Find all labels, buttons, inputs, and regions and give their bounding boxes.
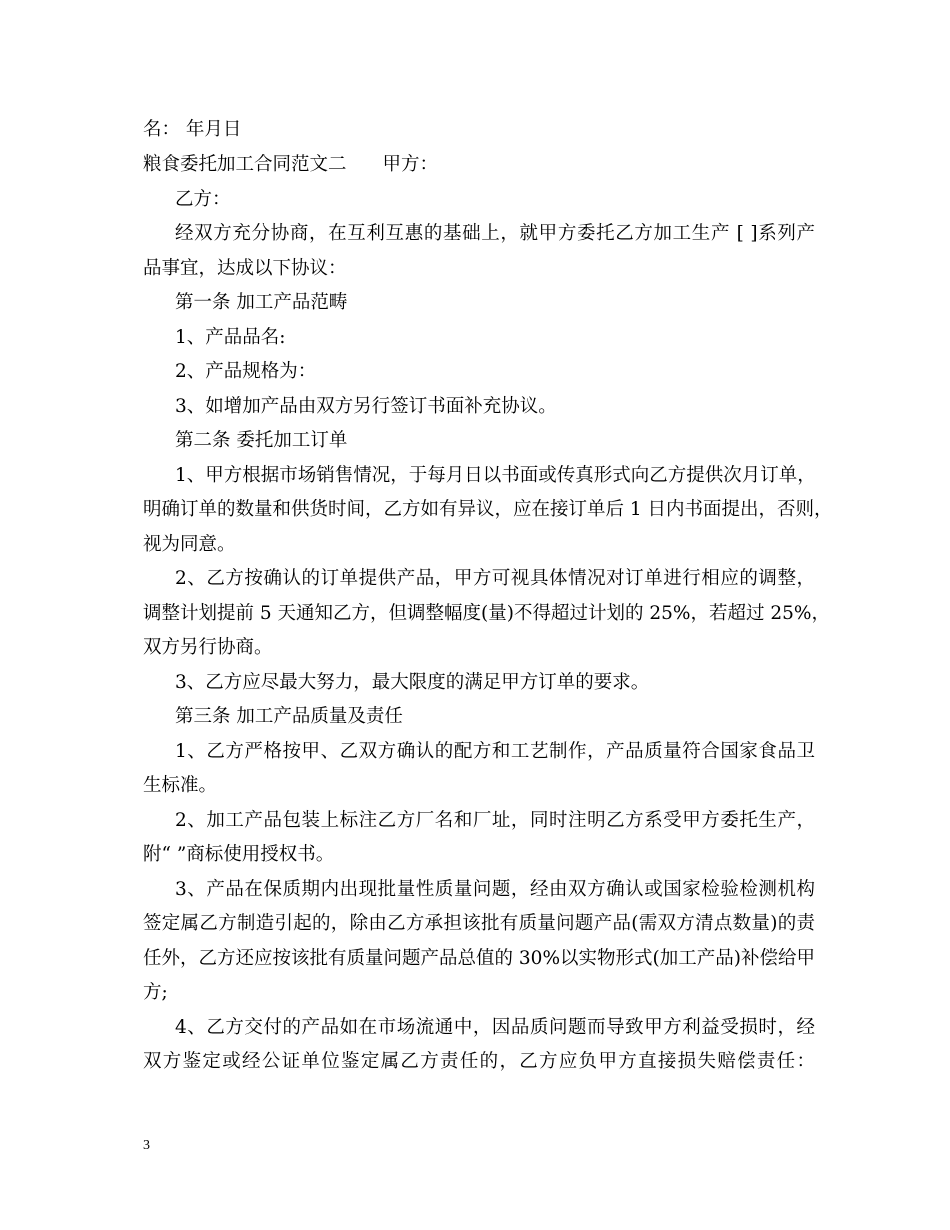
article-1-item-1: 1、产品品名:: [175, 327, 286, 348]
article-2-heading: 第二条 委托加工订单: [175, 430, 348, 451]
header-line: 名： 年月日: [143, 119, 242, 140]
article-2-item-2-line-3: 双方另行协商。: [143, 637, 273, 658]
article-1-item-2: 2、产品规格为：: [175, 361, 317, 382]
party-a-label: 甲方：: [382, 154, 439, 175]
article-3-item-2-line-1: 2、加工产品包装上标注乙方厂名和厂址，同时注明乙方系受甲方委托生产，: [175, 810, 815, 831]
article-3-item-1-line-1: 1、乙方严格按甲、乙双方确认的配方和工艺制作，产品质量符合国家食品卫: [175, 741, 815, 762]
title-line: [143, 152, 815, 178]
page-number: 3: [143, 1138, 150, 1153]
intro-line-2: 品事宜，达成以下协议：: [143, 258, 347, 279]
party-b-label: 乙方：: [175, 189, 231, 210]
article-2-item-1-line-2: 明确订单的数量和供货时间，乙方如有异议，应在接订单后 1 日内书面提出，否则，: [143, 499, 833, 520]
article-3-item-1-line-2: 生标准。: [143, 775, 218, 796]
article-3-item-4-line-2: 双方鉴定或经公证单位鉴定属乙方责任的，乙方应负甲方直接损失赔偿责任：: [143, 1051, 815, 1072]
article-3-heading: 第三条 加工产品质量及责任: [175, 706, 403, 727]
article-1-item-3: 3、如增加产品由双方另行签订书面补充协议。: [175, 396, 557, 417]
article-3-item-3-line-2: 签定属乙方制造引起的，除由乙方承担该批有质量问题产品(需双方清点数量)的责: [143, 913, 815, 934]
article-1-heading: 第一条 加工产品范畴: [175, 292, 348, 313]
article-2-item-3: 3、乙方应尽最大努力，最大限度的满足甲方订单的要求。: [175, 672, 650, 693]
article-3-item-3-line-1: 3、产品在保质期内出现批量性质量问题，经由双方确认或国家检验检测机构: [175, 879, 815, 900]
article-3-item-3-line-4: 方;: [143, 982, 168, 1003]
intro-line-1: 经双方充分协商，在互利互惠的基础上，就甲方委托乙方加工生产 [ ]系列产: [175, 223, 815, 244]
article-3-item-4-line-1: 4、乙方交付的产品如在市场流通中，因品质问题而导致甲方利益受损时，经: [175, 1017, 815, 1038]
article-3-item-2-line-2: 附“ ”商标使用授权书。: [143, 844, 335, 865]
article-2-item-1-line-1: 1、甲方根据市场销售情况，于每月日以书面或传真形式向乙方提供次月订单，: [175, 465, 816, 486]
article-3-item-3-line-3: 任外，乙方还应按该批有质量问题产品总值的 30%以实物形式(加工产品)补偿给甲: [143, 948, 815, 969]
contract-title: 粮食委托加工合同范文二: [143, 154, 347, 175]
article-2-item-2-line-2: 调整计划提前 5 天通知乙方，但调整幅度(量)不得超过计划的 25%，若超过 25%，: [143, 603, 830, 624]
article-2-item-2-line-1: 2、乙方按确认的订单提供产品，甲方可视具体情况对订单进行相应的调整，: [175, 568, 815, 589]
article-2-item-1-line-3: 视为同意。: [143, 534, 236, 555]
